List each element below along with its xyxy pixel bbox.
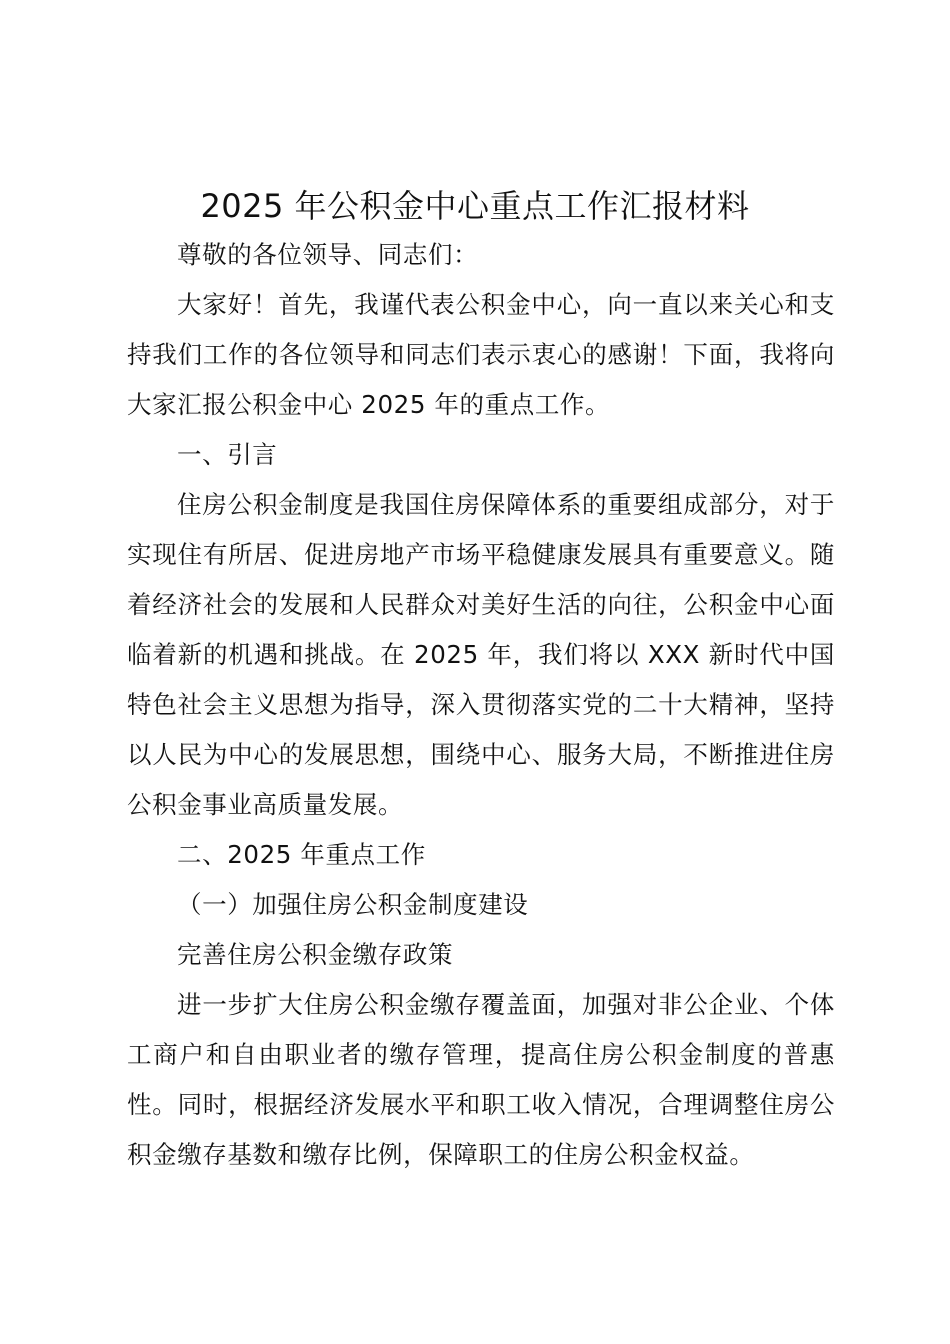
section-heading-key-work: 二、2025 年重点工作 (177, 840, 426, 869)
introduction-paragraph: 住房公积金制度是我国住房保障体系的重要组成部分，对于实现住有所居、促进房地产市场平稳健康发展具有重要意义。随着经济社会的发展和人民群众对美好生活的向往，公积金中心面临着新的机遇和挑战。在 2025 年，我们将以 XXX 新时代中国特色社会主义思想为指导，深入贯彻落实党的二十大精神，坚持以人民为中心的发展思想，围绕中心、服务大局，不断推进住房公积金事业高质量发展。 (127, 490, 835, 819)
subsection-heading: （一）加强住房公积金制度建设 (177, 890, 529, 919)
item-paragraph: 进一步扩大住房公积金缴存覆盖面，加强对非公企业、个体工商户和自由职业者的缴存管理，提高住房公积金制度的普惠性。同时，根据经济发展水平和职工收入情况，合理调整住房公积金缴存基数和缴存比例，保障职工的住房公积金权益。 (127, 990, 835, 1169)
document-title: 2025 年公积金中心重点工作汇报材料 (200, 187, 750, 225)
opening-paragraph: 大家好！首先，我谨代表公积金中心，向一直以来关心和支持我们工作的各位领导和同志们表示衷心的感谢！下面，我将向大家汇报公积金中心 2025 年的重点工作。 (127, 290, 835, 419)
salutation: 尊敬的各位领导、同志们： (177, 240, 479, 269)
document-body (127, 230, 835, 1180)
section-heading-introduction: 一、引言 (177, 440, 278, 469)
item-heading: 完善住房公积金缴存政策 (177, 940, 454, 969)
